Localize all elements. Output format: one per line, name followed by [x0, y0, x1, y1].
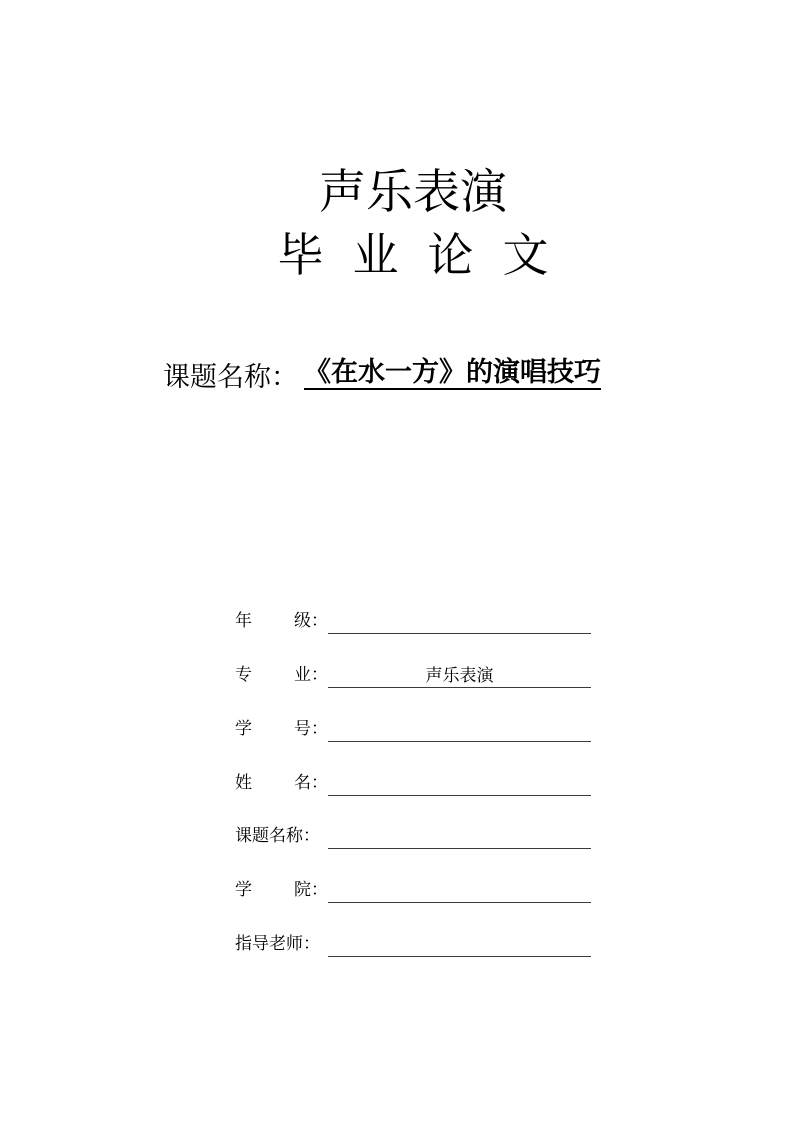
subject-value: 《在水一方》的演唱技巧 — [304, 357, 601, 388]
name-label-first: 姓 — [235, 773, 252, 793]
advisor-label — [235, 933, 328, 955]
form-row-college — [235, 873, 595, 903]
form-row-advisor — [235, 927, 595, 957]
subject-field-label — [235, 825, 328, 847]
student-id-label-last: 号： — [294, 719, 328, 739]
major-label — [235, 664, 328, 686]
form-row-grade — [235, 604, 595, 634]
name-label-last: 名： — [294, 773, 328, 793]
student-id-label — [235, 718, 328, 740]
grade-label-first: 年 — [235, 611, 252, 631]
form-row-student-id — [235, 712, 595, 742]
form-row-major — [235, 658, 595, 688]
grade-field[interactable] — [328, 611, 591, 634]
name-field[interactable] — [328, 773, 591, 796]
grade-label-last: 级： — [294, 611, 328, 631]
grade-label — [235, 610, 328, 632]
form-row-name — [235, 766, 595, 796]
thesis-title: 毕业论文 — [277, 228, 578, 282]
college-label-last: 院： — [294, 880, 328, 900]
student-id-field[interactable] — [328, 719, 591, 742]
name-label — [235, 772, 328, 794]
advisor-label-text: 指导老师： — [235, 934, 320, 954]
college-label — [235, 879, 328, 901]
advisor-field[interactable] — [328, 934, 591, 957]
college-field[interactable] — [328, 880, 591, 903]
college-label-first: 学 — [235, 880, 252, 900]
major-label-last: 业： — [294, 665, 328, 685]
major-label-first: 专 — [235, 665, 252, 685]
subject-label: 课题名称： — [163, 362, 298, 393]
form-row-subject — [235, 819, 595, 849]
major-title: 声乐表演 — [319, 165, 507, 220]
student-id-label-first: 学 — [235, 719, 252, 739]
subject-field-label-text: 课题名称： — [235, 826, 320, 846]
major-field[interactable]: 声乐表演 — [328, 665, 591, 688]
subject-field[interactable] — [328, 826, 591, 849]
subject-heading — [163, 358, 601, 398]
